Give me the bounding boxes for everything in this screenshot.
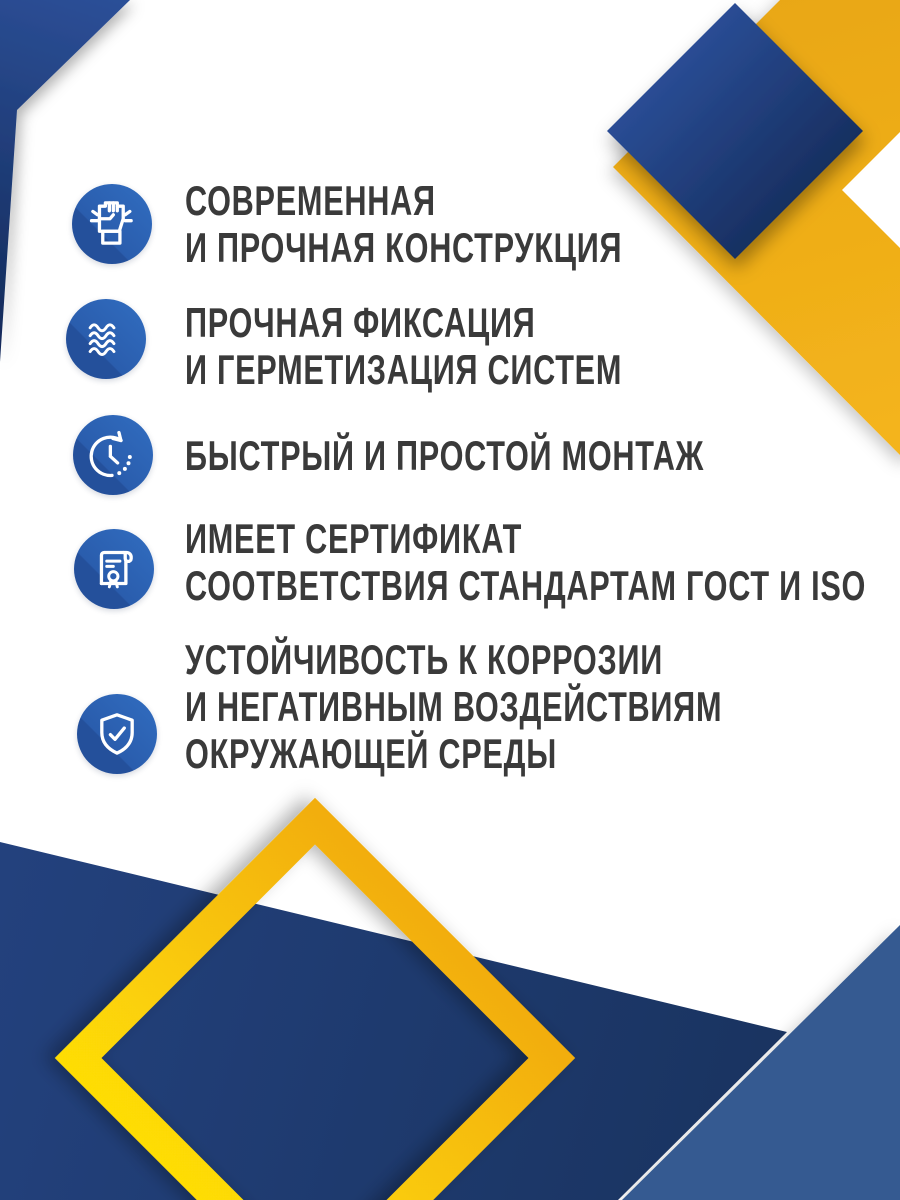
feature-line: УСТОЙЧИВОСТЬ К КОРРОЗИИ bbox=[185, 636, 663, 683]
waves-icon bbox=[66, 299, 146, 379]
waves-glyph bbox=[73, 306, 139, 372]
feature-line: БЫСТРЫЙ И ПРОСТОЙ МОНТАЖ bbox=[185, 432, 705, 479]
feature-text-3 bbox=[185, 432, 896, 479]
feature-line: И ПРОЧНАЯ КОНСТРУКЦИЯ bbox=[185, 224, 623, 271]
feature-line: ПРОЧНАЯ ФИКСАЦИЯ bbox=[185, 299, 536, 346]
feature-line: И ГЕРМЕТИЗАЦИЯ СИСТЕМ bbox=[185, 346, 623, 393]
feature-line: СООТВЕТСТВИЯ СТАНДАРТАМ ГОСТ И ISO bbox=[185, 562, 867, 609]
clock-icon bbox=[73, 415, 153, 495]
feature-text-4 bbox=[185, 515, 900, 609]
feature-line: СОВРЕМЕННАЯ bbox=[185, 177, 436, 224]
feature-line: ОКРУЖАЮЩЕЙ СРЕДЫ bbox=[185, 730, 557, 777]
feature-text-2 bbox=[185, 299, 784, 393]
clock-glyph bbox=[80, 422, 146, 488]
fist-glyph bbox=[79, 191, 145, 257]
certificate-glyph bbox=[81, 536, 147, 602]
shield-check-icon bbox=[77, 694, 157, 774]
feature-text-5 bbox=[185, 636, 900, 777]
feature-text-1 bbox=[185, 177, 784, 271]
feature-line: ИМЕЕТ СЕРТИФИКАТ bbox=[185, 515, 523, 562]
feature-line: И НЕГАТИВНЫМ ВОЗДЕЙСТВИЯМ bbox=[185, 683, 723, 730]
shield-check-glyph bbox=[84, 701, 150, 767]
certificate-icon bbox=[74, 529, 154, 609]
fist-icon bbox=[72, 184, 152, 264]
